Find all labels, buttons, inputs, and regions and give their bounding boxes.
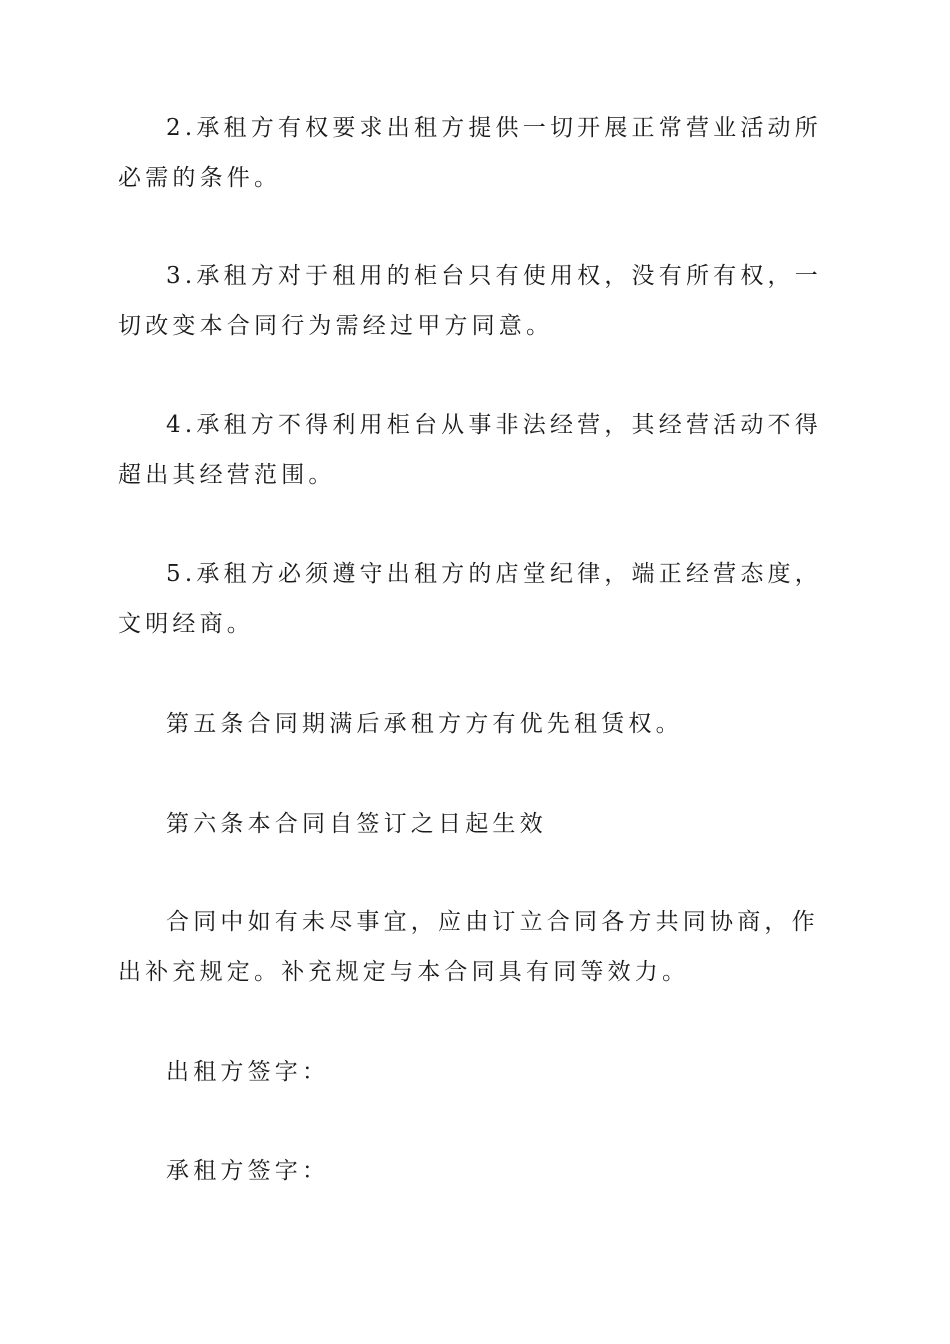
article-6-paragraph: 第六条本合同自签订之日起生效 [166, 811, 547, 837]
clause-5-paragraph: 5.承租方必须遵守出租方的店堂纪律，端正经营态度，文明经商。 [118, 561, 822, 637]
clause-4-paragraph: 4.承租方不得利用柜台从事非法经营，其经营活动不得超出其经营范围。 [118, 412, 822, 488]
article-5-paragraph: 第五条合同期满后承租方方有优先租赁权。 [166, 711, 683, 737]
clause-2-paragraph: 2.承租方有权要求出租方提供一切开展正常营业活动所必需的条件。 [118, 115, 822, 191]
supplementary-paragraph: 合同中如有未尽事宜，应由订立合同各方共同协商，作出补充规定。补充规定与本合同具有同等效力。 [118, 909, 819, 985]
lessor-signature-label: 出租方签字： [166, 1059, 330, 1085]
lessee-signature-label: 承租方签字： [166, 1158, 330, 1184]
clause-3-paragraph: 3.承租方对于租用的柜台只有使用权，没有所有权，一切改变本合同行为需经过甲方同意。 [118, 263, 822, 339]
